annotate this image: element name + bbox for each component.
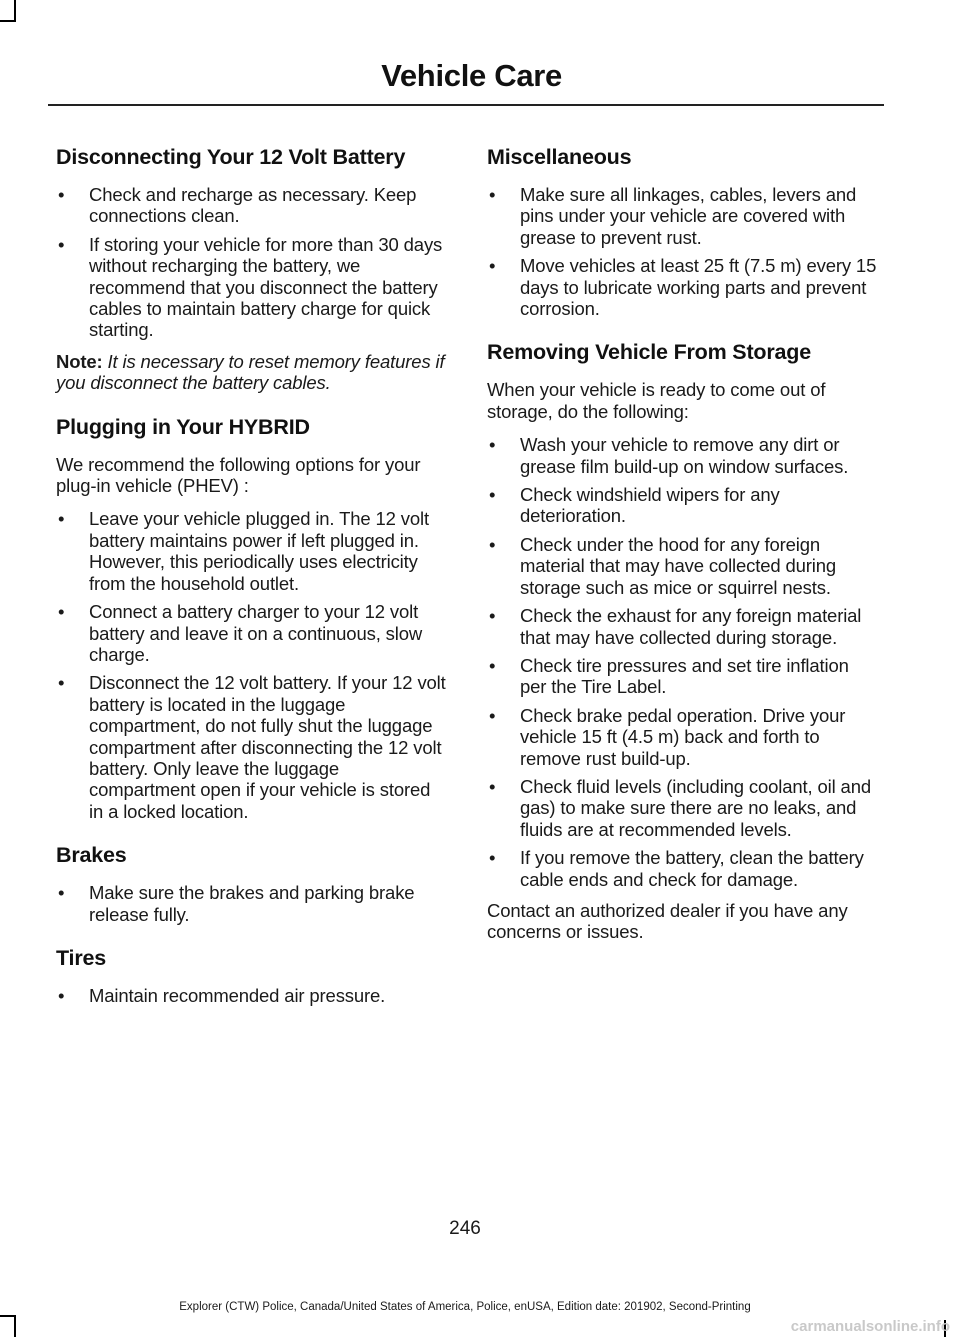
crop-mark-bottom-left-vertical <box>14 1315 16 1337</box>
section-heading: Miscellaneous <box>487 145 632 169</box>
list-item-text: Check the exhaust for any foreign material that may have collected during storage. <box>520 605 862 648</box>
list-item-text: Move vehicles at least 25 ft (7.5 m) every 15 days to lubricate working parts and prevent corrosion. <box>520 255 877 320</box>
list-item-text: Check windshield wipers for any deterioration. <box>520 484 780 527</box>
list-item <box>487 484 879 527</box>
list-item <box>487 184 879 248</box>
bullet-list <box>56 184 448 341</box>
list-item-text: Check fluid levels (including coolant, oil and gas) to make sure there are no leaks, and fluids are at recommended levels. <box>520 775 871 840</box>
list-item <box>56 234 448 341</box>
page-number: 246 <box>449 1218 481 1239</box>
list-item-text: Check tire pressures and set tire inflation per the Tire Label. <box>520 654 849 698</box>
section-heading: Disconnecting Your 12 Volt Battery <box>56 145 406 169</box>
list-item-text: Make sure all linkages, cables, levers and pins under your vehicle are covered with grease to prevent rust. <box>520 184 857 248</box>
bullet-icon: • <box>489 605 496 627</box>
bullet-icon: • <box>58 601 65 623</box>
bullet-list <box>487 434 879 890</box>
bullet-icon: • <box>58 508 65 530</box>
list-item <box>56 882 448 925</box>
list-item <box>487 255 879 319</box>
note-text: It is necessary to reset memory features if you disconnect the battery cables. <box>56 350 445 394</box>
bullet-list <box>56 882 448 925</box>
list-item <box>487 776 879 840</box>
list-item <box>56 184 448 227</box>
bullet-list <box>56 985 448 1006</box>
section-removing-from-storage <box>487 337 879 942</box>
list-item-text: Check under the hood for any foreign material that may have collected during storage such as mice or squirrel nests. <box>520 533 837 598</box>
bullet-icon: • <box>58 233 65 255</box>
list-item <box>56 601 448 665</box>
bullet-icon: • <box>489 184 496 205</box>
bullet-icon: • <box>489 484 496 506</box>
section-tires <box>56 943 448 1006</box>
list-item <box>56 985 448 1006</box>
watermark: carmanualsonline.info <box>790 1318 950 1335</box>
bullet-list <box>487 184 879 319</box>
bullet-icon: • <box>58 672 65 694</box>
section-heading: Tires <box>56 945 106 970</box>
list-item-text: If you remove the battery, clean the battery cable ends and check for damage. <box>520 847 864 890</box>
left-column <box>56 142 448 1024</box>
section-intro: We recommend the following options for your plug-in vehicle (PHEV) : <box>56 453 421 497</box>
list-item-text: Make sure the brakes and parking brake release fully. <box>89 882 415 925</box>
list-item-text: Leave your vehicle plugged in. The 12 volt battery maintains power if left plugged in. However, this periodically uses electricity from the household outlet. <box>89 508 429 594</box>
page-title: Vehicle Care <box>381 58 562 93</box>
crop-mark-top-left-vertical <box>14 0 16 22</box>
bullet-icon: • <box>489 654 496 676</box>
bullet-icon: • <box>489 775 496 797</box>
section-outro: Contact an authorized dealer if you have any concerns or issues. <box>487 899 848 943</box>
list-item-text: Maintain recommended air pressure. <box>89 984 386 1006</box>
list-item <box>487 847 879 890</box>
list-item <box>487 534 879 598</box>
bullet-icon: • <box>489 255 496 277</box>
list-item-text: Disconnect the 12 volt battery. If your 12 volt battery is located in the luggage compartment, do not fully shut the luggage compartment after disconnecting the 12 volt battery. Only leave the luggage compartment open if your vehicle is stored in a locked location. <box>89 672 446 822</box>
list-item <box>487 434 879 477</box>
note-label: Note: <box>56 350 103 372</box>
list-item-text: Check brake pedal operation. Drive your vehicle 15 ft (4.5 m) back and forth to remove rust build-up. <box>520 704 846 769</box>
list-item-text: Connect a battery charger to your 12 volt battery and leave it on a continuous, slow charge. <box>89 601 423 665</box>
bullet-icon: • <box>489 704 496 726</box>
list-item <box>56 508 448 594</box>
list-item-text: Check and recharge as necessary. Keep connections clean. <box>89 184 417 227</box>
bullet-icon: • <box>489 434 496 456</box>
section-brakes <box>56 840 448 925</box>
section-plugging-hybrid <box>56 412 448 823</box>
section-miscellaneous <box>487 142 879 319</box>
section-heading: Brakes <box>56 843 127 868</box>
bullet-icon: • <box>489 533 496 555</box>
note <box>56 351 448 394</box>
bullet-icon: • <box>58 984 65 1006</box>
section-heading: Plugging in Your HYBRID <box>56 414 310 439</box>
section-heading: Removing Vehicle From Storage <box>487 340 811 365</box>
header-rule <box>48 104 884 106</box>
list-item-text: Wash your vehicle to remove any dirt or grease film build-up on window surfaces. <box>520 434 849 477</box>
list-item <box>487 705 879 769</box>
list-item-text: If storing your vehicle for more than 30 days without recharging the battery, we recommend that you disconnect the battery cables to maintain battery charge for quick starting. <box>89 233 443 341</box>
crop-mark-top-left-horizontal <box>0 20 16 22</box>
bullet-icon: • <box>58 184 65 205</box>
crop-mark-bottom-left-horizontal <box>0 1315 16 1317</box>
footer-edition-info: Explorer (CTW) Police, Canada/United States of America, Police, enUSA, Edition date: 201902, Second-Printing <box>179 1301 751 1313</box>
section-intro: When your vehicle is ready to come out of storage, do the following: <box>487 379 826 422</box>
bullet-icon: • <box>58 882 65 904</box>
list-item <box>487 655 879 698</box>
bullet-list <box>56 508 448 822</box>
list-item <box>56 672 448 822</box>
right-column <box>487 142 879 961</box>
list-item <box>487 605 879 648</box>
bullet-icon: • <box>489 847 496 869</box>
section-disconnecting-battery <box>56 142 448 394</box>
